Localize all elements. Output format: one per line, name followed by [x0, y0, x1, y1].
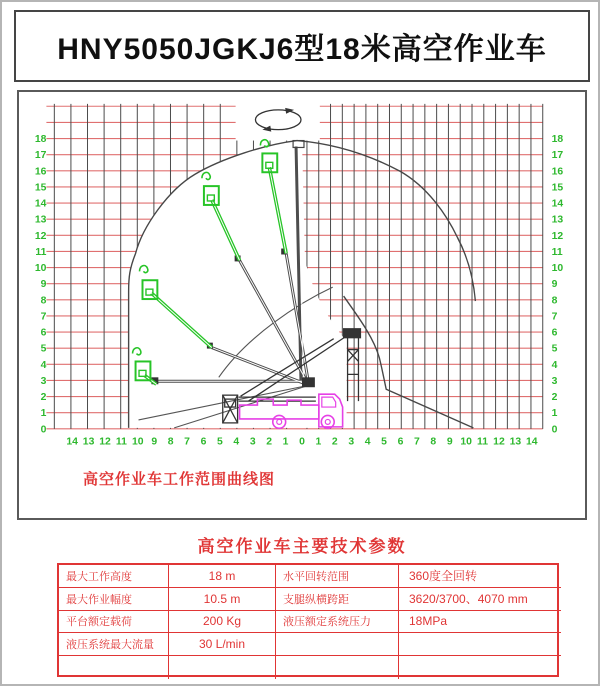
svg-text:8: 8 — [167, 436, 174, 448]
svg-text:10: 10 — [551, 263, 564, 275]
spec-label — [276, 656, 399, 679]
svg-text:7: 7 — [40, 311, 47, 323]
svg-text:9: 9 — [551, 279, 558, 291]
svg-text:8: 8 — [40, 295, 47, 307]
svg-text:12: 12 — [551, 230, 564, 242]
spec-label: 最大工作高度 — [59, 565, 169, 588]
y-axis-right-labels — [552, 134, 564, 435]
svg-text:1: 1 — [282, 436, 289, 448]
spec-value — [169, 656, 276, 679]
svg-text:9: 9 — [40, 279, 47, 291]
svg-text:1: 1 — [315, 436, 322, 448]
spec-value: 30 L/min — [169, 633, 276, 656]
svg-text:12: 12 — [99, 436, 111, 448]
svg-text:1: 1 — [40, 408, 47, 420]
svg-text:1: 1 — [551, 408, 558, 420]
svg-text:17: 17 — [551, 150, 564, 162]
svg-text:12: 12 — [493, 436, 505, 448]
svg-text:16: 16 — [34, 166, 47, 178]
svg-text:14: 14 — [66, 436, 78, 448]
page-title: HNY5050JGKJ6型18米高空作业车 — [57, 33, 547, 66]
svg-text:18: 18 — [551, 134, 564, 146]
spec-value: 360度全回转 — [399, 565, 561, 588]
svg-text:3: 3 — [40, 375, 47, 387]
y-axis-left-labels — [35, 134, 47, 435]
svg-text:6: 6 — [397, 436, 404, 448]
spec-label: 液压系统最大流量 — [59, 633, 169, 656]
svg-text:15: 15 — [551, 182, 564, 194]
svg-text:11: 11 — [477, 436, 489, 448]
svg-text:3: 3 — [348, 436, 355, 448]
svg-text:11: 11 — [35, 246, 47, 258]
spec-value: 18 m — [169, 565, 276, 588]
svg-text:13: 13 — [34, 214, 47, 226]
spec-value: 200 Kg — [169, 611, 276, 634]
spec-value: 3620/3700、4070 mm — [399, 588, 561, 611]
svg-text:17: 17 — [34, 150, 47, 162]
diagram-caption: 高空作业车工作范围曲线图 — [82, 471, 275, 488]
svg-text:11: 11 — [551, 246, 563, 258]
svg-text:7: 7 — [414, 436, 420, 448]
spec-label: 支腿纵横跨距 — [276, 588, 399, 611]
svg-text:0: 0 — [299, 436, 305, 448]
svg-text:15: 15 — [34, 182, 47, 194]
svg-text:3: 3 — [249, 436, 256, 448]
svg-text:6: 6 — [200, 436, 207, 448]
spec-value: 10.5 m — [169, 588, 276, 611]
spec-table-title: 高空作业车主要技术参数 — [197, 537, 407, 556]
spec-value — [399, 656, 561, 679]
working-range-diagram — [17, 90, 587, 520]
svg-text:13: 13 — [82, 436, 95, 448]
svg-text:2: 2 — [40, 392, 47, 404]
spec-value: 18MPa — [399, 611, 561, 634]
spec-table — [57, 563, 559, 677]
svg-text:4: 4 — [233, 436, 240, 448]
svg-text:8: 8 — [551, 295, 558, 307]
svg-text:0: 0 — [551, 424, 558, 436]
spec-label: 平台额定载荷 — [59, 611, 169, 634]
svg-text:2: 2 — [266, 436, 273, 448]
svg-text:12: 12 — [34, 230, 47, 242]
svg-text:7: 7 — [184, 436, 190, 448]
svg-text:6: 6 — [40, 327, 47, 339]
svg-text:13: 13 — [509, 436, 522, 448]
spec-label — [276, 633, 399, 656]
svg-text:13: 13 — [551, 214, 564, 226]
svg-text:9: 9 — [446, 436, 453, 448]
working-range-svg — [19, 92, 585, 518]
title-box — [14, 10, 590, 82]
svg-text:4: 4 — [551, 359, 558, 371]
svg-text:4: 4 — [364, 436, 371, 448]
svg-text:8: 8 — [430, 436, 437, 448]
spec-label: 最大作业幅度 — [59, 588, 169, 611]
svg-text:6: 6 — [551, 327, 558, 339]
x-axis-labels — [66, 437, 537, 448]
svg-text:5: 5 — [217, 436, 223, 448]
svg-text:11: 11 — [115, 436, 127, 448]
svg-text:9: 9 — [151, 436, 158, 448]
svg-text:7: 7 — [551, 311, 558, 323]
svg-text:10: 10 — [34, 263, 47, 275]
svg-text:10: 10 — [460, 436, 472, 448]
svg-text:14: 14 — [526, 436, 538, 448]
spec-label — [59, 656, 169, 679]
spec-label: 水平回转范围 — [276, 565, 399, 588]
svg-text:2: 2 — [551, 392, 558, 404]
svg-text:5: 5 — [551, 343, 558, 355]
svg-text:14: 14 — [551, 198, 564, 210]
spec-value — [399, 633, 561, 656]
svg-text:10: 10 — [132, 436, 144, 448]
svg-text:5: 5 — [381, 436, 387, 448]
svg-text:4: 4 — [40, 359, 47, 371]
spec-label: 液压额定系统压力 — [276, 611, 399, 634]
svg-text:3: 3 — [551, 375, 558, 387]
svg-text:14: 14 — [34, 198, 47, 210]
svg-text:16: 16 — [551, 166, 564, 178]
svg-text:18: 18 — [34, 134, 47, 146]
svg-text:0: 0 — [40, 424, 47, 436]
svg-text:5: 5 — [40, 343, 47, 355]
svg-text:2: 2 — [331, 436, 338, 448]
